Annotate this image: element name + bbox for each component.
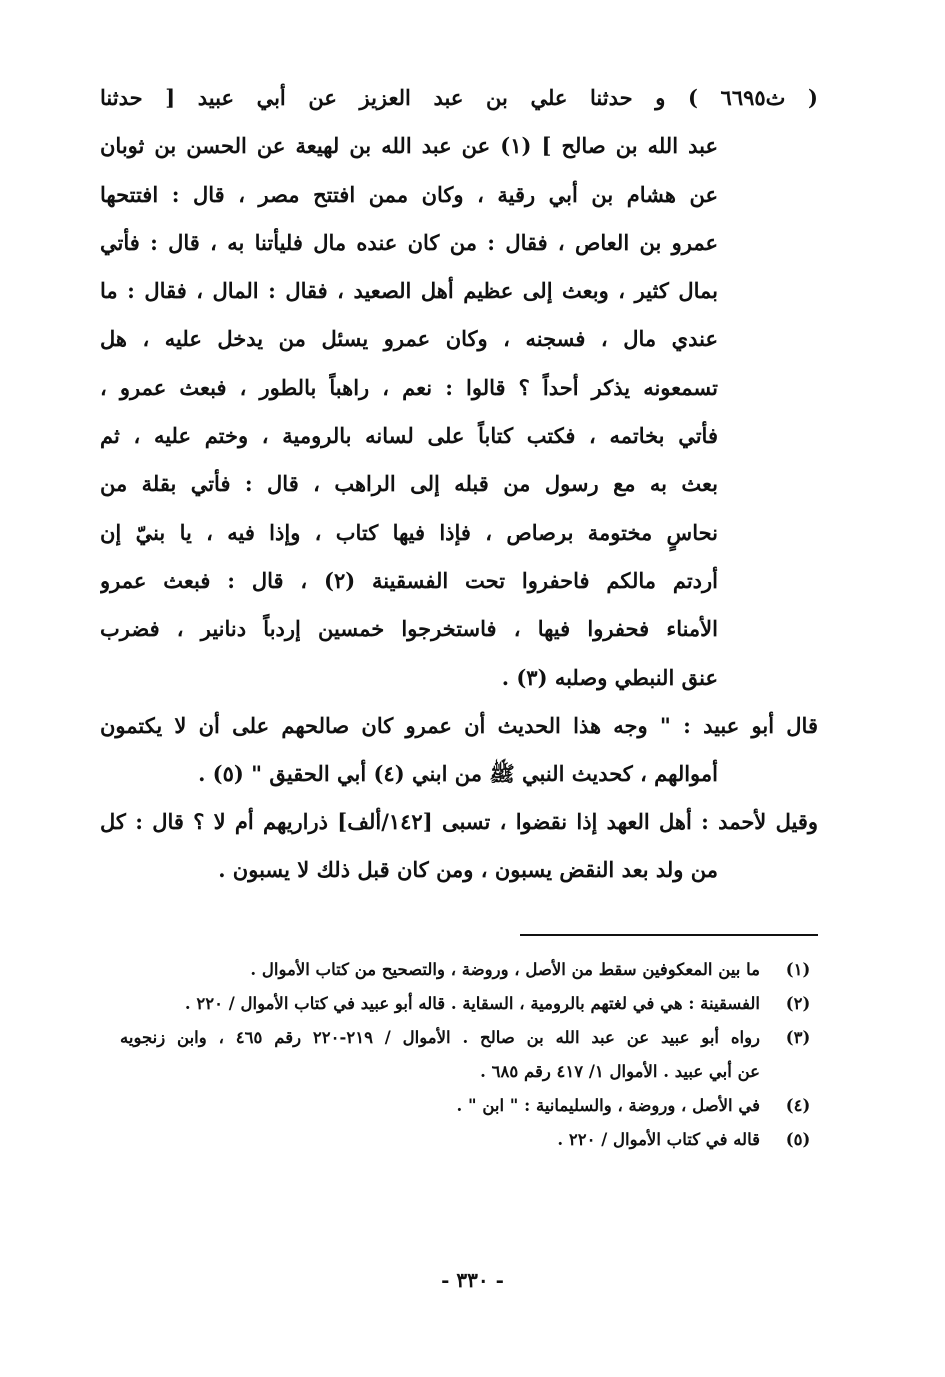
footnote-line: رواه أبو عبيد عن عبد الله بن صالح . الأموال / ٢١٩-٢٢٠ رقم ٤٦٥ ، وابن زنجويه	[120, 1028, 760, 1047]
text-line: عندي مال ، فسجنه ، وكان عمرو يسئل من يدخل عليه ، هل	[100, 326, 718, 352]
footnote-text	[120, 1123, 760, 1157]
text-line: تسمعونه يذكر أحداً ؟ قالوا : نعم ، راهباً بالطور ، فبعث عمرو ،	[100, 374, 718, 400]
text-line: بمال كثير ، وبعث إلى عظيم أهل الصعيد ، فقال : المال ، فقال : ما	[100, 278, 718, 304]
footnote-line: الفسقينة : هي في لغتهم بالرومية ، السقاية . قاله أبو عبيد في كتاب الأموال / ٢٢٠ .	[184, 994, 760, 1013]
text-line: فأتي بخاتمه ، فكتب كتاباً على لسانه بالرومية ، وختم عليه ، ثم	[100, 423, 718, 449]
footnote-number: (١)	[785, 960, 811, 979]
paragraph-abu-ubaid	[100, 702, 818, 798]
footnote-text	[120, 953, 760, 987]
text-line: عن هشام بن أبي رقية ، وكان ممن افتتح مصر ، قال : افتتحها	[100, 181, 718, 207]
footnote-line: قاله في كتاب الأموال / ٢٢٠ .	[557, 1130, 760, 1149]
text-line: الأمناء فحفروا فيها ، فاستخرجوا خمسين إردباً دنانير ، فضرب	[100, 616, 718, 642]
text-line: ( ث٦٦٩٥ ) و حدثنا علي بن عبد العزيز عن أبي عبيد [ حدثنا	[100, 85, 818, 110]
footnote-number: (٤)	[785, 1096, 811, 1115]
footnote-item	[120, 987, 818, 1021]
text-line: عبد الله بن صالح ] (١) عن عبد الله بن لهيعة عن الحسن بن ثوبان	[100, 133, 718, 159]
footnotes	[120, 953, 818, 1157]
footnote-number: (٢)	[785, 994, 811, 1013]
text-line: عنق النبطي وصلبه (٣) .	[501, 664, 718, 690]
footnote-item	[120, 1123, 818, 1157]
text-line: أموالهم ، كحديث النبي ﷺ من ابني (٤) أبي الحقيق " (٥) .	[198, 760, 718, 786]
page-number: - ٣٣٠ -	[441, 1268, 504, 1292]
footnote-separator	[520, 934, 818, 936]
text-line: عمرو بن العاص ، فقال : من كان عنده مال فليأتنا به ، قال : فأتي	[100, 229, 718, 255]
text-line: أردتم مالكم فاحفروا تحت الفسقينة (٢) ، قال : فبعث عمرو	[100, 567, 718, 593]
footnote-item	[120, 953, 818, 987]
footnote-number: (٥)	[785, 1130, 811, 1149]
footnote-line: في الأصل ، وروضة ، والسليمانية : " ابن " .	[456, 1096, 760, 1115]
footnote-text	[120, 987, 760, 1021]
footnote-text	[120, 1089, 760, 1123]
footnote-number: (٣)	[785, 1028, 811, 1047]
footnote-item	[120, 1089, 818, 1123]
paragraph-ahmad	[100, 798, 818, 894]
footnote-item	[120, 1021, 818, 1089]
footnote-line: عن أبي عبيد . الأموال ١/ ٤١٧ رقم ٦٨٥ .	[480, 1062, 760, 1081]
text-line: نحاسٍ مختومة برصاص ، فإذا فيها كتاب ، وإذا فيه ، يا بنيّ إن	[100, 519, 718, 545]
main-text	[100, 74, 818, 894]
paragraph-hadith	[100, 74, 818, 702]
footnote-line: ما بين المعكوفين سقط من الأصل ، وروضة ، والتصحيح من كتاب الأموال .	[250, 960, 760, 979]
text-line: من ولد بعد النقض يسبون ، ومن كان قبل ذلك لا يسبون .	[218, 856, 718, 882]
text-line: بعث به مع رسول من قبله إلى الراهب ، قال : فأتي بقلة من	[100, 471, 718, 497]
text-line: وقيل لأحمد : أهل العهد إذا نقضوا ، تسبى [١٤٢/ألف] ذراريهم أم لا ؟ قال : كل	[100, 808, 818, 834]
text-line: قال أبو عبيد : " وجه هذا الحديث أن عمرو كان صالحهم على أن لا يكتمون	[100, 712, 818, 738]
footnote-text	[120, 1021, 760, 1089]
